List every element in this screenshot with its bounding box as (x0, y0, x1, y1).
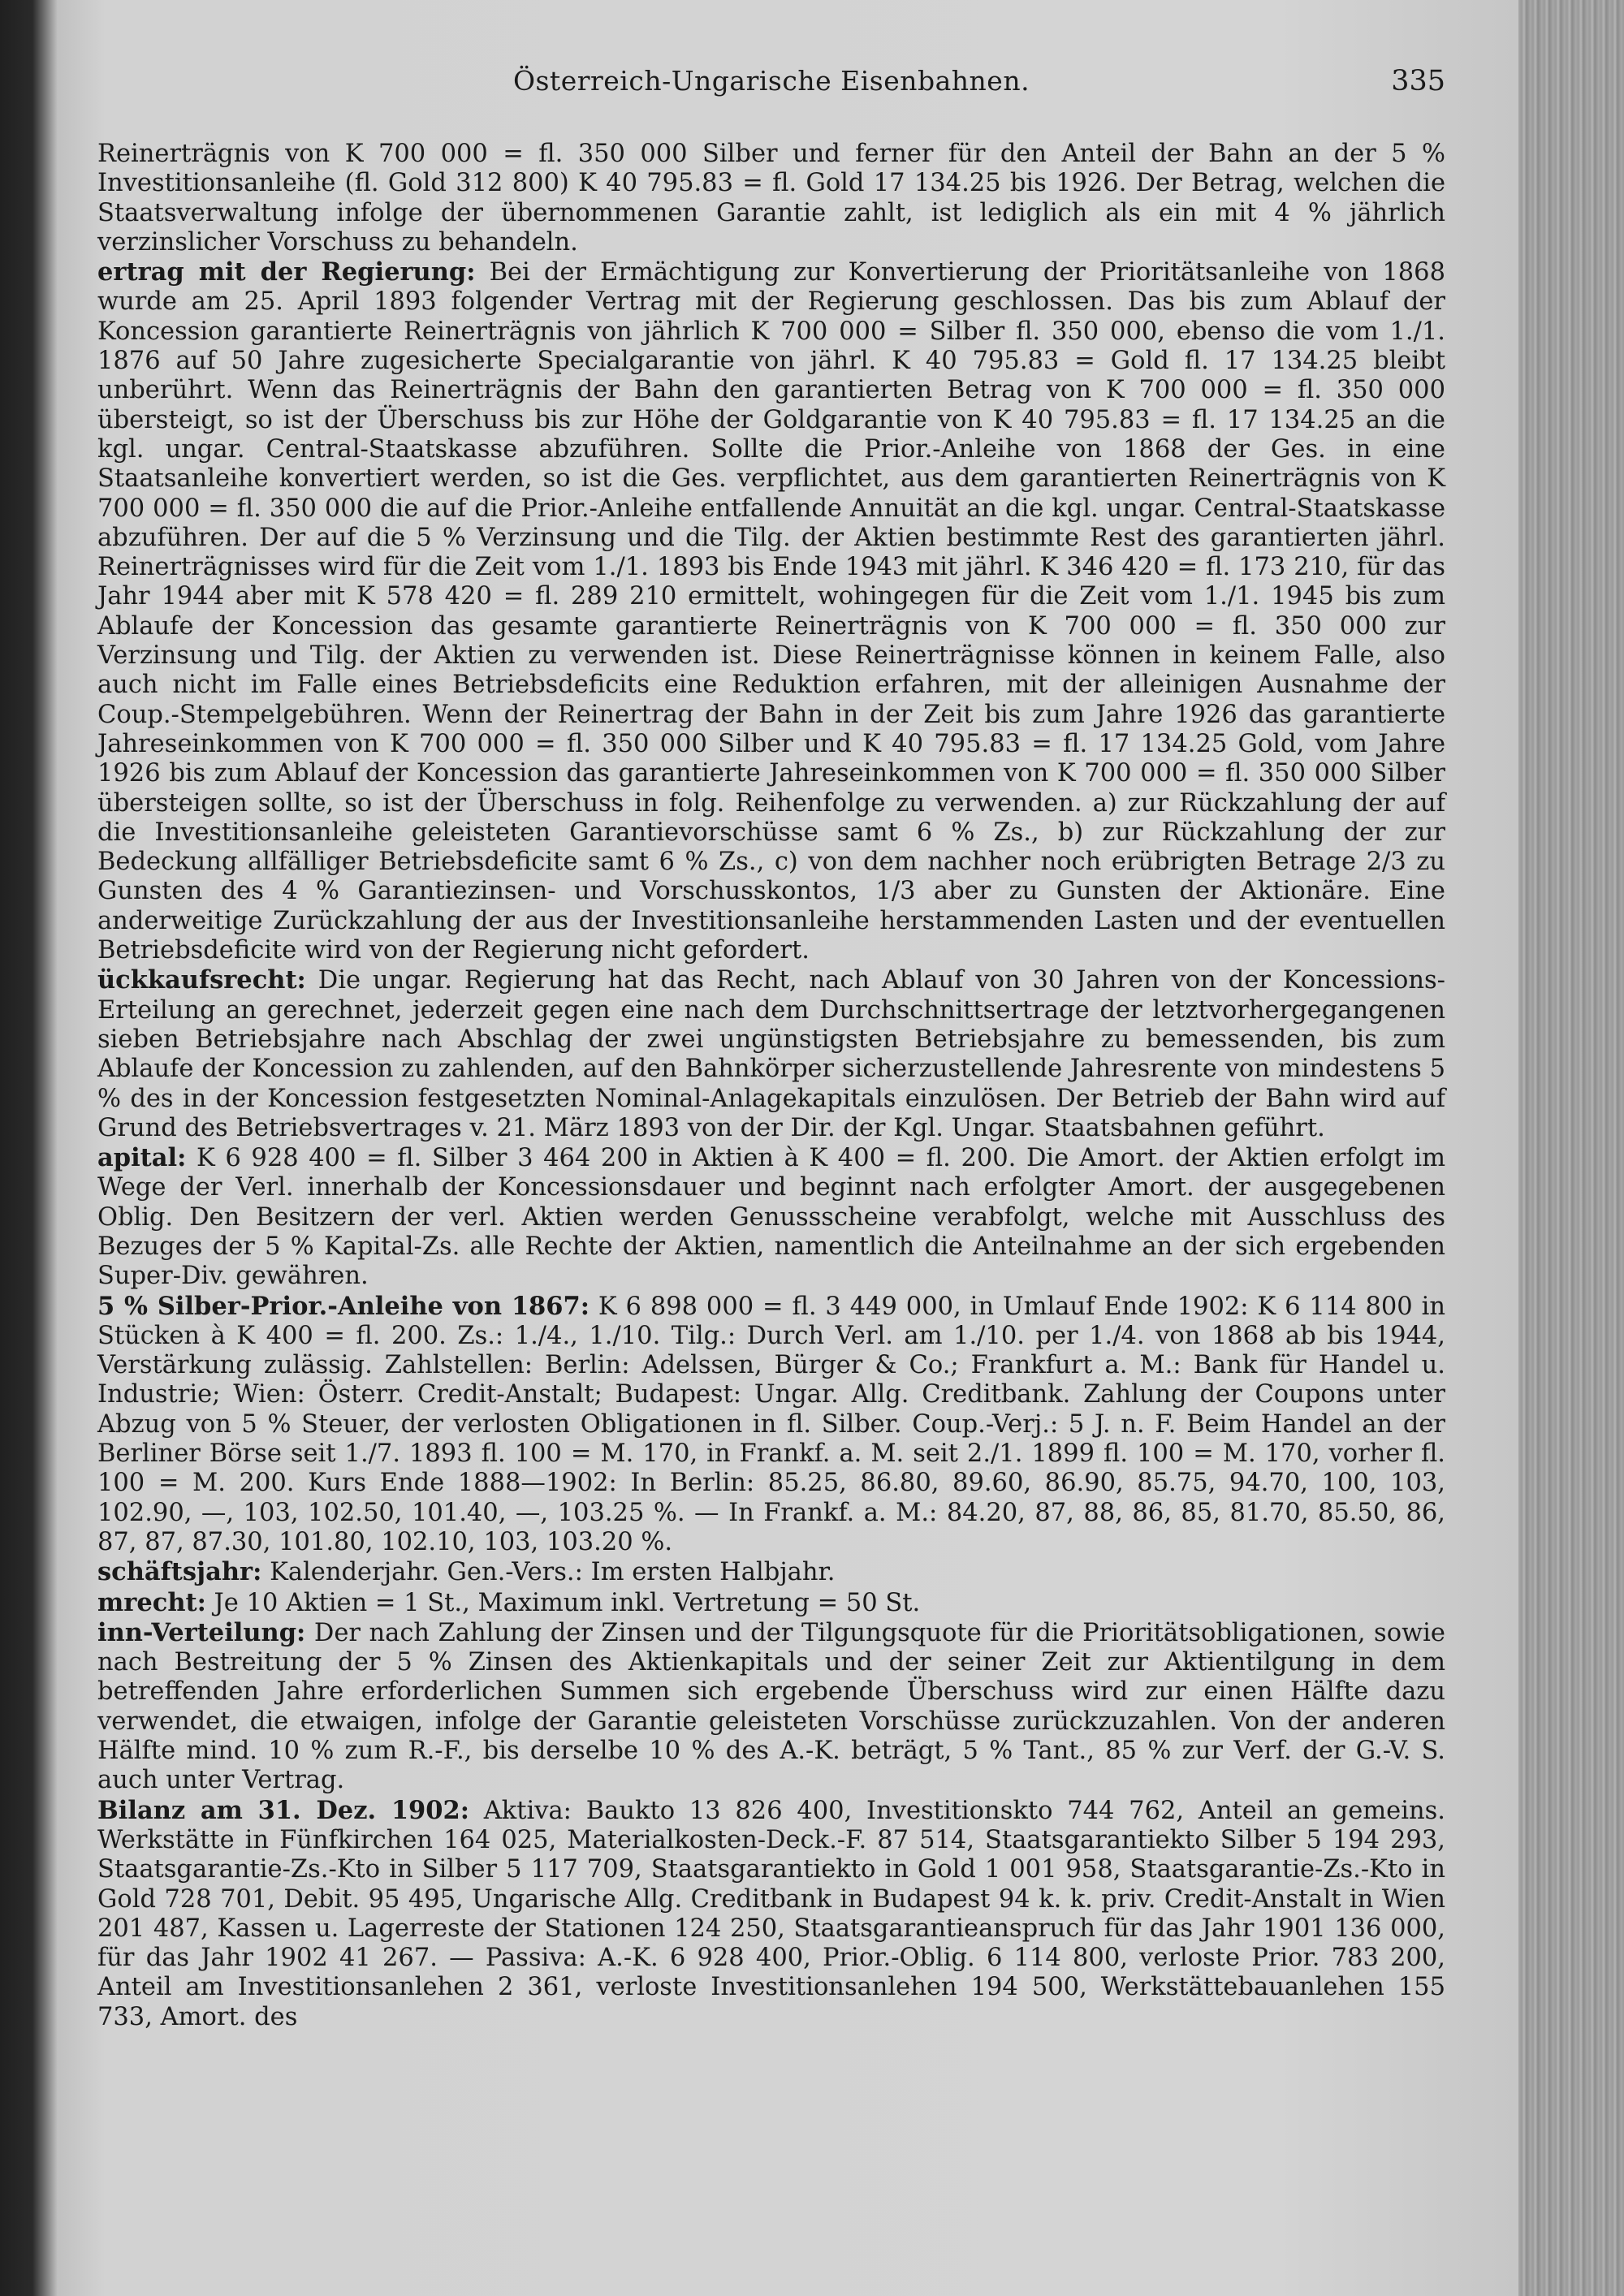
page-edge-stack (1518, 0, 1624, 2296)
section-heading: Bilanz am 31. Dez. 1902: (97, 1795, 469, 1825)
paragraph-text: Bei der Ermächtigung zur Konvertierung der Prioritätsanleihe von 1868 wurde am 25. April 1893 folgender Vertrag mit der Regierung geschlossen. Das bis zum Ablauf der Koncession garantierte Reinerträgnis von jährlich K 700 000 = Silber fl. 350 000, ebenso die vom 1./1. 1876 auf 50 Jahre zugesicherte Specialgarantie von jährl. K 40 795.83 = Gold fl. 17 134.25 bleibt unberührt. Wenn das Reinerträgnis der Bahn den garantierten Betrag von K 700 000 = fl. 350 000 übersteigt, so ist der Überschuss bis zur Höhe der Goldgarantie von K 40 795.83 = fl. 17 134.25 an die kgl. ungar. Central-Staatskasse abzuführen. Sollte die Prior.-Anleihe von 1868 der Ges. in eine Staatsanleihe konvertiert werden, so ist die Ges. verpflichtet, aus dem garantierten Reinerträgnis von K 700 000 = fl. 350 000 die auf die Prior.-Anleihe entfallende Annuität an die kgl. ungar. Central-Staatskasse abzuführen. Der auf die 5 % Verzinsung und die Tilg. der Aktien bestimmte Rest des garantierten jährl. Reinerträgnisses wird für die Zeit vom 1./1. 1893 bis Ende 1943 mit jährl. K 346 420 = fl. 173 210, für das Jahr 1944 aber mit K 578 420 = fl. 289 210 ermittelt, wohingegen für die Zeit vom 1./1. 1945 bis zum Ablaufe der Koncession das gesamte garantierte Reinerträgnis von K 700 000 = fl. 350 000 zur Verzinsung und Tilg. der Aktien zu verwenden ist. Diese Reinerträgnisse können in keinem Falle, also auch nicht im Falle eines Betriebsdeficits eine Reduktion erfahren, mit der alleinigen Ausnahme der Coup.-Stempelgebühren. Wenn der Reinertrag der Bahn in der Zeit bis zum Jahre 1926 das garantierte Jahreseinkommen von K 700 000 = fl. 350 000 Silber und K 40 795.83 = fl. 17 134.25 Gold, vom Jahre 1926 bis zum Ablauf der Koncession das garantierte Jahreseinkommen von K 700 000 = fl. 350 000 Silber übersteigen sollte, so ist der Überschuss in folg. Reihenfolge zu verwenden. a) zur Rückzahlung der auf die Investitionsanleihe geleisteten Garantievorschüsse samt 6 % Zs., b) zur Rückzahlung der zur Bedeckung allfälliger Betriebsdeficite samt 6 % Zs., c) von dem nachher noch erübrigten Betrage 2/3 zu Gunsten des 4 % Garantiezinsen- und Vorschusskontos, 1/3 aber zu Gunsten der Aktionäre. Eine anderweitige Zurückzahlung der aus der Investitionsanleihe herstammenden Lasten und der eventuellen Betriebsdeficite wird von der Regierung nicht gefordert. (97, 258, 1445, 965)
running-title: Österreich-Ungarische Eisenbahnen. (512, 65, 1030, 97)
paragraph-bilanz (97, 1796, 1445, 2032)
section-heading: apital: (97, 1143, 187, 1173)
paragraph-gewinn-verteilung (97, 1618, 1445, 1796)
paragraph-stimmrecht (97, 1588, 1445, 1618)
paragraph-text: K 6 898 000 = fl. 3 449 000, in Umlauf Ende 1902: K 6 114 800 in Stücken à K 400 = fl. 200. Zs.: 1./4., 1./10. Tilg.: Durch Verl. am 1./10. per 1./4. von 1868 ab bis 1944, Verstärkung zulässig. Zahlstellen: Berlin: Adelssen, Bürger & Co.; Frankfurt a. M.: Bank für Handel u. Industrie; Wien: Österr. Credit-Anstalt; Budapest: Ungar. Allg. Creditbank. Zahlung der Coupons unter Abzug von 5 % Steuer, der verlosten Obligationen in fl. Silber. Coup.-Verj.: 5 J. n. F. Beim Handel an der Berliner Börse seit 1./7. 1893 fl. 100 = M. 170, in Frankf. a. M. seit 2./1. 1899 fl. 100 = M. 170, vorher fl. 100 = M. 200. Kurs Ende 1888—1902: In Berlin: 85.25, 86.80, 89.60, 86.90, 85.75, 94.70, 100, 103, 102.90, —, 103, 102.50, 101.40, —, 103.25 %. — In Frankf. a. M.: 84.20, 87, 88, 86, 85, 81.70, 85.50, 86, 87, 87, 87.30, 101.80, 102.10, 103, 103.20 %. (97, 1292, 1445, 1556)
paragraph-rueckkaufsrecht (97, 965, 1445, 1143)
paragraph-text: Kalenderjahr. Gen.-Vers.: Im ersten Halbjahr. (270, 1558, 836, 1587)
page-header (97, 65, 1445, 106)
body-text (97, 140, 1445, 2032)
section-heading: inn-Verteilung: (97, 1617, 306, 1647)
paragraph-text: Aktiva: Baukto 13 826 400, Investitionskto 744 762, Anteil an gemeins. Werkstätte in Fünfkirchen 164 025, Materialkosten-Deck.-F. 87 514, Staatsgarantiekto Silber 5 194 293, Staatsgarantie-Zs.-Kto in Silber 5 117 709, Staatsgarantiekto in Gold 1 001 958, Staatsgarantie-Zs.-Kto in Gold 728 701, Debit. 95 495, Ungarische Allg. Creditbank in Budapest 94 k. k. priv. Credit-Anstalt in Wien 201 487, Kassen u. Lagerreste der Stationen 124 250, Staatsgarantieanspruch für das Jahr 1901 136 000, für das Jahr 1902 41 267. — Passiva: A.-K. 6 928 400, Prior.-Oblig. 6 114 800, verloste Prior. 783 200, Anteil am Investitionsanlehen 2 361, verloste Investitionsanlehen 194 500, Werkstättebauanlehen 155 733, Amort. des (97, 1796, 1445, 2031)
section-heading: ückkaufsrecht: (97, 965, 306, 995)
paragraph-text: Reinerträgnis von K 700 000 = fl. 350 000 Silber und ferner für den Anteil der Bahn an der 5 % Investitionsanleihe (fl. Gold 312 800) K 40 795.83 = fl. Gold 17 134.25 bis 1926. Der Betrag, welchen die Staatsverwaltung infolge der übernommenen Garantie zahlt, ist lediglich als ein mit 4 % jährlich verzinslicher Vorschuss zu behandeln. (97, 140, 1445, 257)
paragraph-intro (97, 140, 1445, 257)
paragraph-text: Der nach Zahlung der Zinsen und der Tilgungsquote für die Prioritätsobligationen, sowie nach Bestreitung der 5 % Zinsen des Aktienkapitals und der seiner Zeit zur Aktientilgung in dem betreffenden Jahre erforderlichen Summen sich ergebende Überschuss wird zur einen Hälfte dazu verwendet, die etwaigen, infolge der Garantie geleisteten Vorschüsse zurückzuzahlen. Von der anderen Hälfte mind. 10 % zum R.-F., bis derselbe 10 % des A.-K. beträgt, 5 % Tant., 85 % zur Verf. der G.-V. S. auch unter Vertrag. (97, 1618, 1445, 1795)
section-heading: schäftsjahr: (97, 1557, 262, 1587)
page-number: 335 (1391, 65, 1445, 97)
book-binding-shadow (0, 0, 57, 2296)
paragraph-text: Die ungar. Regierung hat das Recht, nach Ablauf von 30 Jahren von der Koncessions-Erteilung an gerechnet, jederzeit gegen eine nach dem Durchschnittsertrage der letztvorhergegangenen sieben Betriebsjahre nach Abschlag der zwei ungünstigsten Betriebsjahre zu bemessenden, bis zum Ablaufe der Koncession zu zahlenden, auf den Bahnkörper sicherzustellende Jahresrente von mindestens 5 % des in der Koncession festgesetzten Nominal-Anlagekapitals einzulösen. Der Betrieb der Bahn wird auf Grund des Betriebsvertrages v. 21. März 1893 von der Dir. der Kgl. Ungar. Staatsbahnen geführt. (97, 966, 1445, 1142)
section-heading: ertrag mit der Regierung: (97, 257, 476, 287)
paragraph-text: Je 10 Aktien = 1 St., Maximum inkl. Vertretung = 50 St. (214, 1588, 921, 1617)
paragraph-text: K 6 928 400 = fl. Silber 3 464 200 in Aktien à K 400 = fl. 200. Die Amort. der Aktien erfolgt im Wege der Verl. innerhalb der Koncessionsdauer und beginnt nach erfolgter Amort. der ausgegebenen Oblig. Den Besitzern der verl. Aktien werden Genussscheine verabfolgt, welche mit Ausschluss des Bezuges der 5 % Kapital-Zs. alle Rechte der Aktien, namentlich die Anteilnahme an der sich ergebenden Super-Div. gewähren. (97, 1144, 1445, 1291)
section-heading: 5 % Silber-Prior.-Anleihe von 1867: (97, 1291, 590, 1321)
paragraph-vertrag (97, 257, 1445, 965)
section-heading: mrecht: (97, 1587, 206, 1617)
paragraph-geschaeftsjahr (97, 1557, 1445, 1587)
paragraph-prior-anleihe (97, 1292, 1445, 1558)
paragraph-kapital (97, 1143, 1445, 1291)
